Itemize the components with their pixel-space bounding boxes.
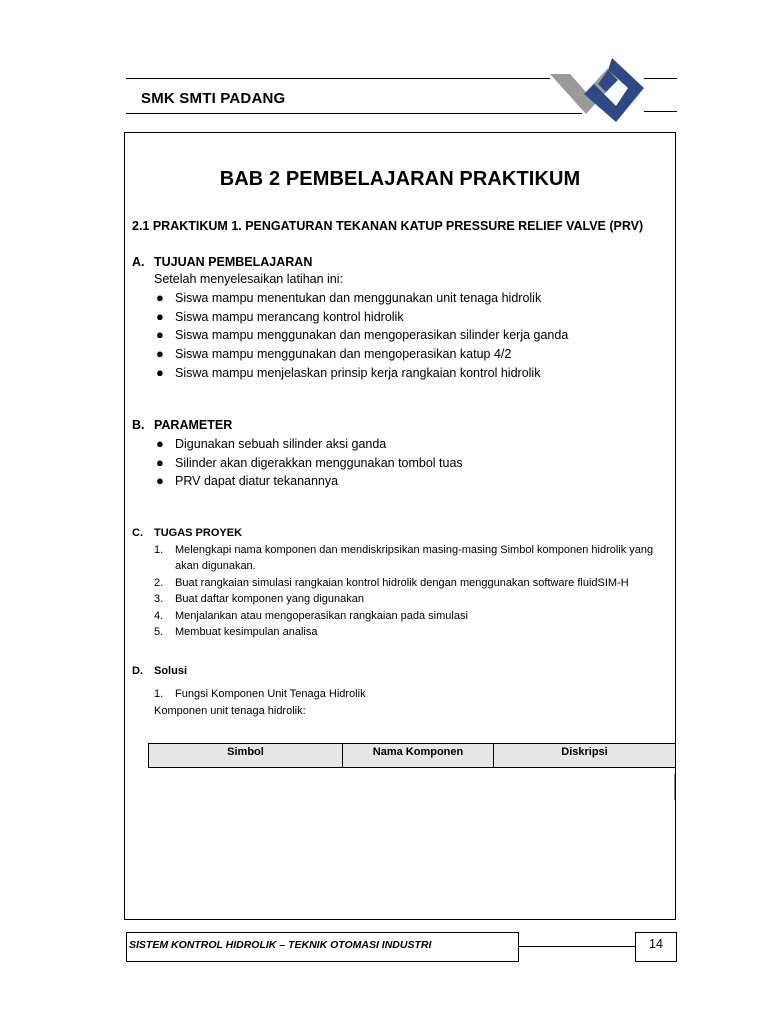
table-header-diskripsi: Diskripsi <box>494 744 676 768</box>
section-b-title: PARAMETER <box>154 418 233 432</box>
list-item: ● Silinder akan digerakkan menggunakan tombol tuas <box>154 454 463 473</box>
section-c-numbered-list <box>154 542 669 640</box>
bullet-icon: ● <box>156 436 164 451</box>
section-d-item-number: 1. <box>154 688 164 700</box>
list-item: ● Siswa mampu menentukan dan menggunakan unit tenaga hidrolik <box>154 289 568 308</box>
section-d-intro: Komponen unit tenaga hidrolik: <box>154 705 306 717</box>
chapter-title: BAB 2 PEMBELAJARAN PRAKTIKUM <box>219 168 581 190</box>
table-header-simbol: Simbol <box>149 744 343 768</box>
header-bottom-rule-right <box>644 111 677 112</box>
section-a-intro: Setelah menyelesaikan latihan ini: <box>154 272 344 286</box>
list-item: 2. Buat rangkaian simulasi rangkaian kontrol hidrolik dengan menggunakan software fluidSIM-H <box>154 576 629 589</box>
footer-title: SISTEM KONTROL HIDROLIK – TEKNIK OTOMASI INDUSTRI <box>129 939 432 951</box>
content-frame <box>124 132 676 920</box>
list-item: ● Siswa mampu menjelaskan prinsip kerja rangkaian kontrol hidrolik <box>154 364 568 383</box>
header-top-rule <box>126 78 550 79</box>
section-c-title: TUGAS PROYEK <box>154 527 243 539</box>
section-d-letter: D. <box>132 665 143 677</box>
bullet-icon: ● <box>156 454 164 470</box>
list-item: 4. Menjalankan atau mengoperasikan rangkaian pada simulasi <box>154 609 468 622</box>
table-header-nama-komponen: Nama Komponen <box>343 744 494 768</box>
section-b-letter: B. <box>132 418 145 432</box>
section-b-bullet-list <box>154 435 463 491</box>
list-item: 3. Buat daftar komponen yang digunakan <box>154 593 364 606</box>
section-d-item-text: Fungsi Komponen Unit Tenaga Hidrolik <box>175 688 366 700</box>
bullet-icon: ● <box>156 308 164 324</box>
section-a-title: TUJUAN PEMBELAJARAN <box>154 255 313 269</box>
list-item: ● Siswa mampu menggunakan dan mengoperasikan silinder kerja ganda <box>154 326 568 345</box>
bullet-icon: ● <box>156 327 164 343</box>
list-item: 5. Membuat kesimpulan analisa <box>154 626 318 639</box>
list-item: ● Siswa mampu merancang kontrol hidrolik <box>154 308 568 327</box>
school-name: SMK SMTI PADANG <box>141 90 286 107</box>
bullet-icon: ● <box>156 290 164 305</box>
list-item: ● Siswa mampu menggunakan dan mengoperasikan katup 4/2 <box>154 345 568 364</box>
section-heading: 2.1 PRAKTIKUM 1. PENGATURAN TEKANAN KATUP PRESSURE RELIEF VALVE (PRV) <box>132 219 644 233</box>
table-edge-line <box>674 774 675 800</box>
bullet-icon: ● <box>156 346 164 362</box>
list-item: ● Digunakan sebuah silinder aksi ganda <box>154 435 463 454</box>
list-item: ● PRV dapat diatur tekanannya <box>154 472 463 491</box>
footer-rule <box>519 946 635 947</box>
header-bottom-rule <box>126 113 582 114</box>
header-top-rule-right <box>644 78 677 79</box>
component-table <box>148 743 676 768</box>
logo-blue-diamond-outer <box>584 58 644 122</box>
bullet-icon: ● <box>156 473 164 489</box>
section-a-bullet-list <box>154 289 568 382</box>
section-a-letter: A. <box>132 255 145 269</box>
section-c-letter: C. <box>132 527 143 539</box>
table-header-row <box>149 744 676 768</box>
school-logo <box>548 56 648 126</box>
section-d-title: Solusi <box>154 665 188 677</box>
bullet-icon: ● <box>156 364 164 380</box>
list-item: 1. Melengkapi nama komponen dan mendiskripsikan masing-masing Simbol komponen hidrolik yang akan digunakan. <box>154 544 654 573</box>
page-number: 14 <box>649 937 663 951</box>
